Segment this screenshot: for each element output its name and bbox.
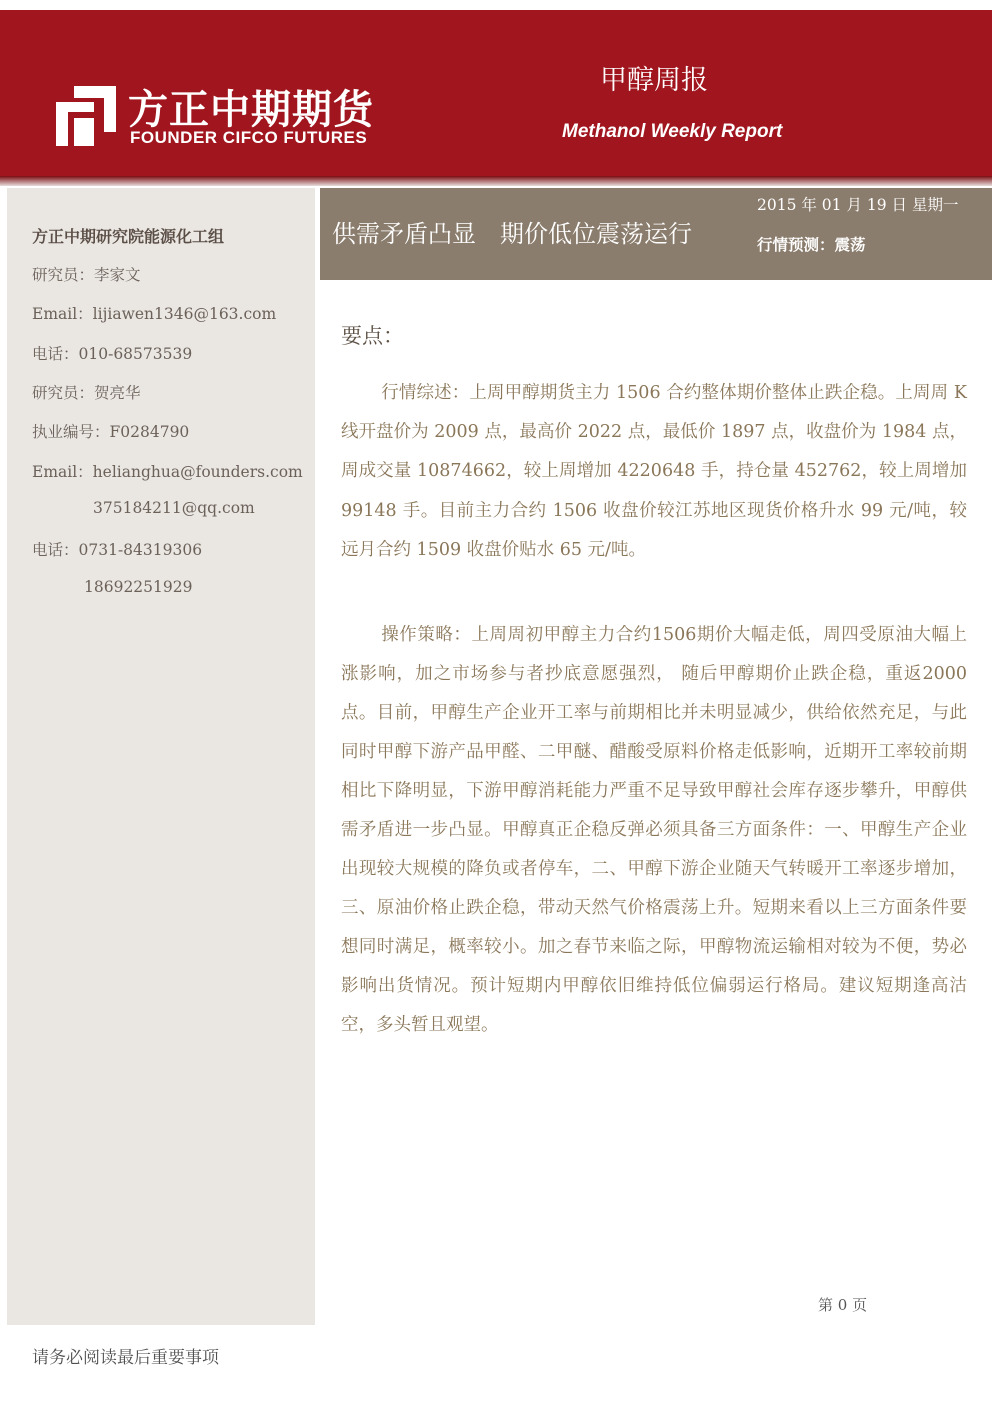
strategy-paragraph: 操作策略：上周周初甲醇主力合约1506期价大幅走低，周四受原油大幅上涨影响，加之市场参与者抄底意愿强烈， 随后甲醇期价止跌企稳，重返2000点。目前，甲醇生产企业开工率与前期相比并未明显减少，供给依然充足，与此同时甲醇下游产品甲醛、二甲醚、醋酸受原料价格走低影响，近期开工率较前期相比下降明显，下游甲醇消耗能力严重不足导致甲醇社会库存逐步攀升，甲醇供需矛盾进一步凸显。甲醇真正企稳反弹必须具备三方面条件：一、甲醇生产企业出现较大规模的降负或者停车，二、甲醇下游企业随天气转暖开工率逐步增加，三、原油价格止跌企稳，带动天然气价格震荡上升。短期来看以上三方面条件要想同时满足，概率较小。加之春节来临之际，甲醇物流运输相对较为不便，势必影响出货情况。预计短期内甲醇依旧维持低位偏弱运行格局。建议短期逢高沽空，多头暂且观望。 [341,625,967,1035]
page-number: 第 0 页 [818,1296,868,1314]
logo-text-en: FOUNDER CIFCO FUTURES [130,128,368,147]
analyst-1-email: Email：lijiawen1346@163.com [32,305,277,323]
report-title-cn: 甲醇周报 [600,65,708,96]
disclaimer-note: 请务必阅读最后重要事项 [32,1348,219,1368]
section-title: 要点： [341,324,404,348]
analyst-1: 研究员：李家文 [32,266,141,284]
analyst-2-email-alt: 375184211@qq.com [93,499,255,517]
market-forecast: 行情预测：震荡 [757,236,866,254]
analyst-1-phone: 电话：010-68573539 [32,345,193,363]
founder-logo-icon [56,86,116,146]
report-headline: 供需矛盾凸显 期价低位震荡运行 [332,220,692,248]
report-date: 2015 年 01 月 19 日 星期一 [757,196,959,214]
report-title-en: Methanol Weekly Report [562,121,783,142]
header-shadow [0,176,992,186]
analyst-2-phone: 电话：0731-84319306 [32,541,203,559]
analyst-2: 研究员：贺亮华 [32,384,141,402]
analyst-2-mobile: 18692251929 [84,578,193,596]
research-group: 方正中期研究院能源化工组 [32,227,225,246]
market-summary-paragraph: 行情综述：上周甲醇期货主力 1506 合约整体期价整体止跌企稳。上周周 K 线开盘价为 2009 点，最高价 2022 点，最低价 1897 点，收盘价为 1984 点，周成交量 10874662，较上周增加 4220648 手，持仓量 452762，较上周增加 99148 手。目前主力合约 1506 收盘价较江苏地区现货价格升水 99 元/吨，较远月合约 1509 收盘价贴水 65 元/吨。 [341,383,967,560]
analyst-2-license: 执业编号：F0284790 [32,423,190,441]
analyst-2-email: Email：helianghua@founders.com [32,463,303,481]
logo-text-cn: 方正中期期货 [128,87,374,133]
